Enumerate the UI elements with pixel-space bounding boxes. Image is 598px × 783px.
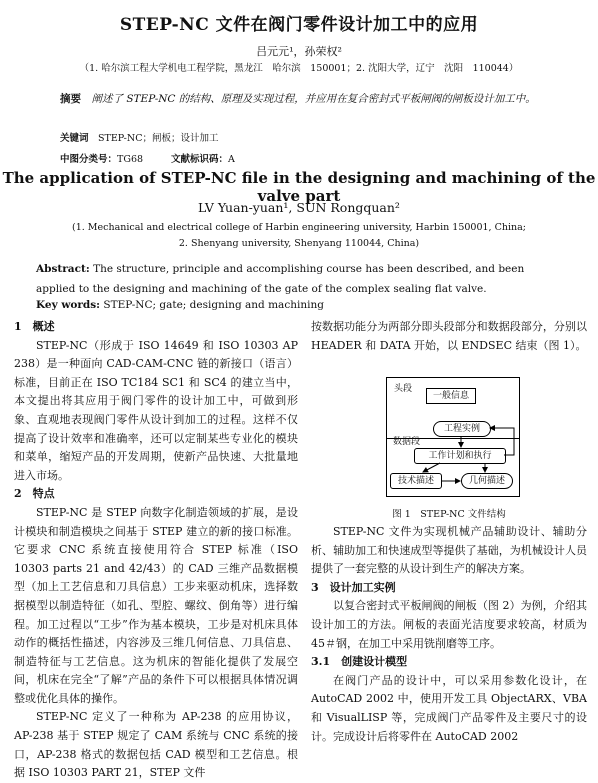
paper-title-cn: STEP-NC 文件在阀门零件设计加工中的应用 [119,15,479,35]
keywords-text-en: STEP-NC; gate; designing and machining [103,299,324,311]
clc-value: TG68 [117,154,144,165]
body-left-column [14,318,298,783]
doc-code-label: 文献标识码： [171,154,229,165]
fig-header-label: 头段 [394,384,413,394]
right-paragraph-2: STEP-NC 文件为实现机械产品辅助设计、辅助分析、辅助加工和快速成型等提供了基础，为机械设计人员提供了一套完整的从设计到生产的解决方案。 [311,525,587,576]
fig-node-project: 工程实例 [433,421,491,437]
section-1-paragraph: STEP-NC（形成于 ISO 14649 和 ISO 10303 AP 238）是一种面向 CAD-CAM-CNC 链的新接口（语言）标准，目前正在 ISO TC184 SC1 和 SC4 的建立当中，本文提出将其应用于阀门零件的设计加工中，可做到形象、直观地表现阀门零件从设计到加工的过程。这样不仅提高了设计效率和准确率，还可以定制某些专业化的模块和菜单，缩短产品的开发周期，使新产品快速、大批量地进入市场。 [14,338,298,482]
keywords-label-cn: 关键词 [60,133,89,144]
classification-line [60,151,235,165]
figure-1-frame [386,377,520,497]
section-2-paragraph-1: STEP-NC 是 STEP 向数字化制造领域的扩展，是设计模块和制造模块之间基于 STEP 建立的新的接口标准。它要求 CNC 系统直接使用符合 STEP 标准（ISO 10303 parts 21 and 42/43）的 CAD 三维产品数据模型（加上工艺信息和刀具信息）工步来驱动机床，选择数据模型以制造特征（如孔、型腔、螺纹、倒角等）进行编程。加工过程以“工步”作为基本模块，工步是对机床具体动作的概括性描述，内容涉及三维几何信息、刀具信息、制造特征与工艺信息。这为机床的智能化提供了发展空间，机床在完全“了解”产品的条件下可以根据具体情况调整或优化具体的操作。 [14,505,298,705]
section-3-1-heading: 3.1 创建设计模型 [311,655,408,669]
abstract-en [36,259,561,299]
fig-node-general-info: 一般信息 [426,388,476,404]
body-right-column-top [311,318,587,355]
abstract-text-en: The structure, principle and accomplishing course has been described, and been applied to the designing and machining of the gate of the complex sealing flat valve. [36,263,525,295]
affiliation-cn: （1. 哈尔滨工程大学机电工程学院，黑龙江 哈尔滨 150001；2. 沈阳大学，辽宁 沈阳 110044） [79,63,519,74]
abstract-label-cn: 摘要 [60,93,81,105]
abstract-cn [60,89,565,110]
abstract-label-en: Abstract: [36,263,90,275]
keywords-en [36,299,324,311]
paper-title-en: The application of STEP-NC file in the designing and machining of the valve part [2,169,596,205]
fig-node-geom: 几何描述 [461,473,513,489]
affiliation-en-2: 2. Shenyang university, Shenyang 110044, China) [178,238,420,249]
clc-label: 中图分类号： [60,154,118,165]
keywords-label-en: Key words: [36,299,101,311]
figure-1-divider [386,438,519,439]
section-3-heading: 3 设计加工实例 [311,580,396,594]
fig-data-label: 数据段 [393,437,421,447]
doc-code-value: A [228,154,235,165]
authors-en: LV Yuan-yuan¹, SUN Rongquan² [198,200,400,215]
keywords-text-cn: STEP-NC；闸板；设计加工 [98,133,219,144]
section-2-heading: 2 特点 [14,487,55,501]
section-1-heading: 1 概述 [14,320,55,333]
section-3-paragraph: 以复合密封式平板闸阀的闸板（图 2）为例，介绍其设计加工的方法。闸板的表面光洁度要求较高，材质为 45＃钢，在加工中采用铣削磨等工序。 [311,599,587,650]
section-3-1-paragraph: 在阀门产品的设计中，可以采用参数化设计，在 AutoCAD 2002 中，使用开发工具 ObjectARX、VBA 和 VisualLISP 等，完成阀门产品零件及主要尺寸的设计。完成设计后将零件在 AutoCAD 2002 [311,673,587,743]
authors-cn: 吕元元¹，孙荣权² [256,45,342,58]
right-continuation-paragraph: 按数据功能分为两部分即头段部分和数据段部分，分别以 HEADER 和 DATA 开始，以 ENDSEC 结束（图 1）。 [311,320,587,352]
figure-1-caption: 图 1 STEP-NC 文件结构 [392,509,506,520]
fig-node-tech: 技术描述 [390,473,442,489]
keywords-cn [60,130,218,144]
fig-node-workplan: 工作计划和执行 [414,448,506,464]
abstract-text-cn: 阐述了 STEP-NC 的结构、原理及实现过程，并应用在复合密封式平板闸阀的闸板设计加工中。 [91,93,536,105]
affiliation-en-1: (1. Mechanical and electrical college of Harbin engineering university, Harbin 150001, China; [72,222,526,233]
body-right-column-bottom [311,523,587,746]
section-2-paragraph-2: STEP-NC 定义了一种称为 AP-238 的应用协议，AP-238 基于 STEP 规定了 CAM 系统与 CNC 系统的接口，AP-238 格式的数据包括 CAD 模型和工艺信息。根据 ISO 10303 PART 21，STEP 文件 [14,710,298,780]
